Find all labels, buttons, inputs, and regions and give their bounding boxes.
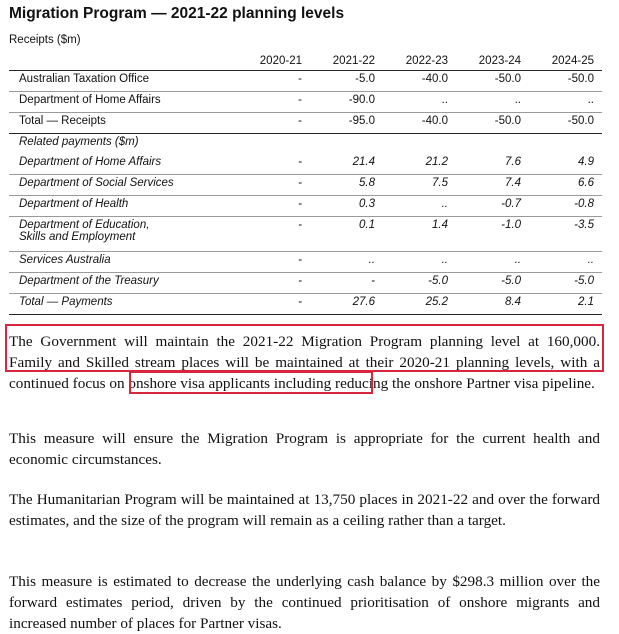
table-cell: -40.0 — [383, 71, 456, 92]
table-header-row — [9, 51, 602, 71]
table-cell: - — [237, 217, 310, 252]
table-cell: 21.4 — [310, 154, 383, 175]
table-cell: .. — [383, 196, 456, 217]
table-cell: - — [237, 175, 310, 196]
table-cell: 25.2 — [383, 294, 456, 315]
column-header: 2021-22 — [310, 51, 383, 71]
table-row — [9, 273, 602, 294]
table-cell: - — [310, 273, 383, 294]
receipts-caption: Receipts ($m) — [9, 34, 81, 46]
table-row — [9, 154, 602, 175]
table-cell: 4.9 — [529, 154, 602, 175]
row-label-line: Department of Education, — [19, 219, 150, 231]
row-label: Department of Social Services — [9, 175, 237, 196]
table-cell: -50.0 — [456, 71, 529, 92]
row-label: Department of Home Affairs — [9, 154, 237, 175]
paragraph-humanitarian: The Humanitarian Program will be maintained at 13,750 places in 2021-22 and over the forward estimates, and the size of the program will remain as a ceiling rather than a target. — [9, 491, 600, 529]
table-cell: -0.8 — [529, 196, 602, 217]
document-title: Migration Program — 2021-22 planning levels — [9, 5, 345, 22]
table-cell: -95.0 — [310, 113, 383, 134]
table-row — [9, 252, 602, 273]
table-cell: - — [237, 294, 310, 315]
table-cell: - — [237, 92, 310, 113]
row-label: Department of the Treasury — [9, 273, 237, 294]
table-cell: -5.0 — [310, 71, 383, 92]
column-header: 2023-24 — [456, 51, 529, 71]
table-cell: - — [237, 154, 310, 175]
table-row — [9, 196, 602, 217]
budget-table — [9, 51, 602, 315]
table-cell: 0.1 — [310, 217, 383, 252]
table-cell: 27.6 — [310, 294, 383, 315]
table-cell: -5.0 — [383, 273, 456, 294]
table-cell: -50.0 — [456, 113, 529, 134]
table-cell: 2.1 — [529, 294, 602, 315]
table-cell: 5.8 — [310, 175, 383, 196]
column-header: 2024-25 — [529, 51, 602, 71]
table-row — [9, 92, 602, 113]
header-blank — [9, 51, 237, 71]
table-cell: 8.4 — [456, 294, 529, 315]
receipts-total-row — [9, 113, 602, 134]
payments-heading: Related payments ($m) — [19, 136, 139, 148]
table-row — [9, 71, 602, 92]
table-cell: -5.0 — [456, 273, 529, 294]
row-label: Department of Home Affairs — [9, 92, 237, 113]
table-cell: .. — [310, 252, 383, 273]
table-cell: .. — [529, 92, 602, 113]
paragraph-cash-balance: This measure is estimated to decrease the underlying cash balance by $298.3 million over the forward estimates period, driven by the continued prioritisation of onshore migrants and increased number of places for Partner visas. — [9, 573, 600, 632]
payments-heading-row — [9, 134, 602, 155]
table-cell: 7.4 — [456, 175, 529, 196]
table-cell: 7.6 — [456, 154, 529, 175]
table-cell: -40.0 — [383, 113, 456, 134]
row-label — [9, 217, 237, 252]
row-label: Total — Receipts — [9, 113, 237, 134]
table-cell: -50.0 — [529, 71, 602, 92]
table-cell: -5.0 — [529, 273, 602, 294]
table-cell: - — [237, 71, 310, 92]
row-label: Australian Taxation Office — [9, 71, 237, 92]
table-cell: 0.3 — [310, 196, 383, 217]
column-header: 2020-21 — [237, 51, 310, 71]
table-cell: 21.2 — [383, 154, 456, 175]
table-cell: - — [237, 273, 310, 294]
table-cell: .. — [529, 252, 602, 273]
table-cell: .. — [456, 252, 529, 273]
table-cell: - — [237, 252, 310, 273]
table-cell: 1.4 — [383, 217, 456, 252]
paragraph-health-economic: This measure will ensure the Migration Program is appropriate for the current health and economic circumstances. — [9, 430, 600, 468]
row-label-line: Skills and Employment — [19, 231, 136, 243]
table-cell: -0.7 — [456, 196, 529, 217]
table-cell: 6.6 — [529, 175, 602, 196]
table-cell: -50.0 — [529, 113, 602, 134]
table-cell: -90.0 — [310, 92, 383, 113]
row-label: Total — Payments — [9, 294, 237, 315]
table-row — [9, 175, 602, 196]
row-label: Department of Health — [9, 196, 237, 217]
table-cell: .. — [383, 252, 456, 273]
table-cell: .. — [383, 92, 456, 113]
column-header: 2022-23 — [383, 51, 456, 71]
table-cell: .. — [456, 92, 529, 113]
table-cell: -1.0 — [456, 217, 529, 252]
paragraph-planning-level: The Government will maintain the 2021-22 Migration Program planning level at 160,000. Family and Skilled stream places will be maintained at their 2020-21 planning levels, with a continued focus on onshore visa applicants including reducing the onshore Partner visa pipeline. — [9, 333, 600, 392]
payments-total-row — [9, 294, 602, 315]
table-cell: -3.5 — [529, 217, 602, 252]
table-row — [9, 217, 602, 252]
row-label: Services Australia — [9, 252, 237, 273]
table-cell: 7.5 — [383, 175, 456, 196]
table-cell: - — [237, 113, 310, 134]
table-cell: - — [237, 196, 310, 217]
